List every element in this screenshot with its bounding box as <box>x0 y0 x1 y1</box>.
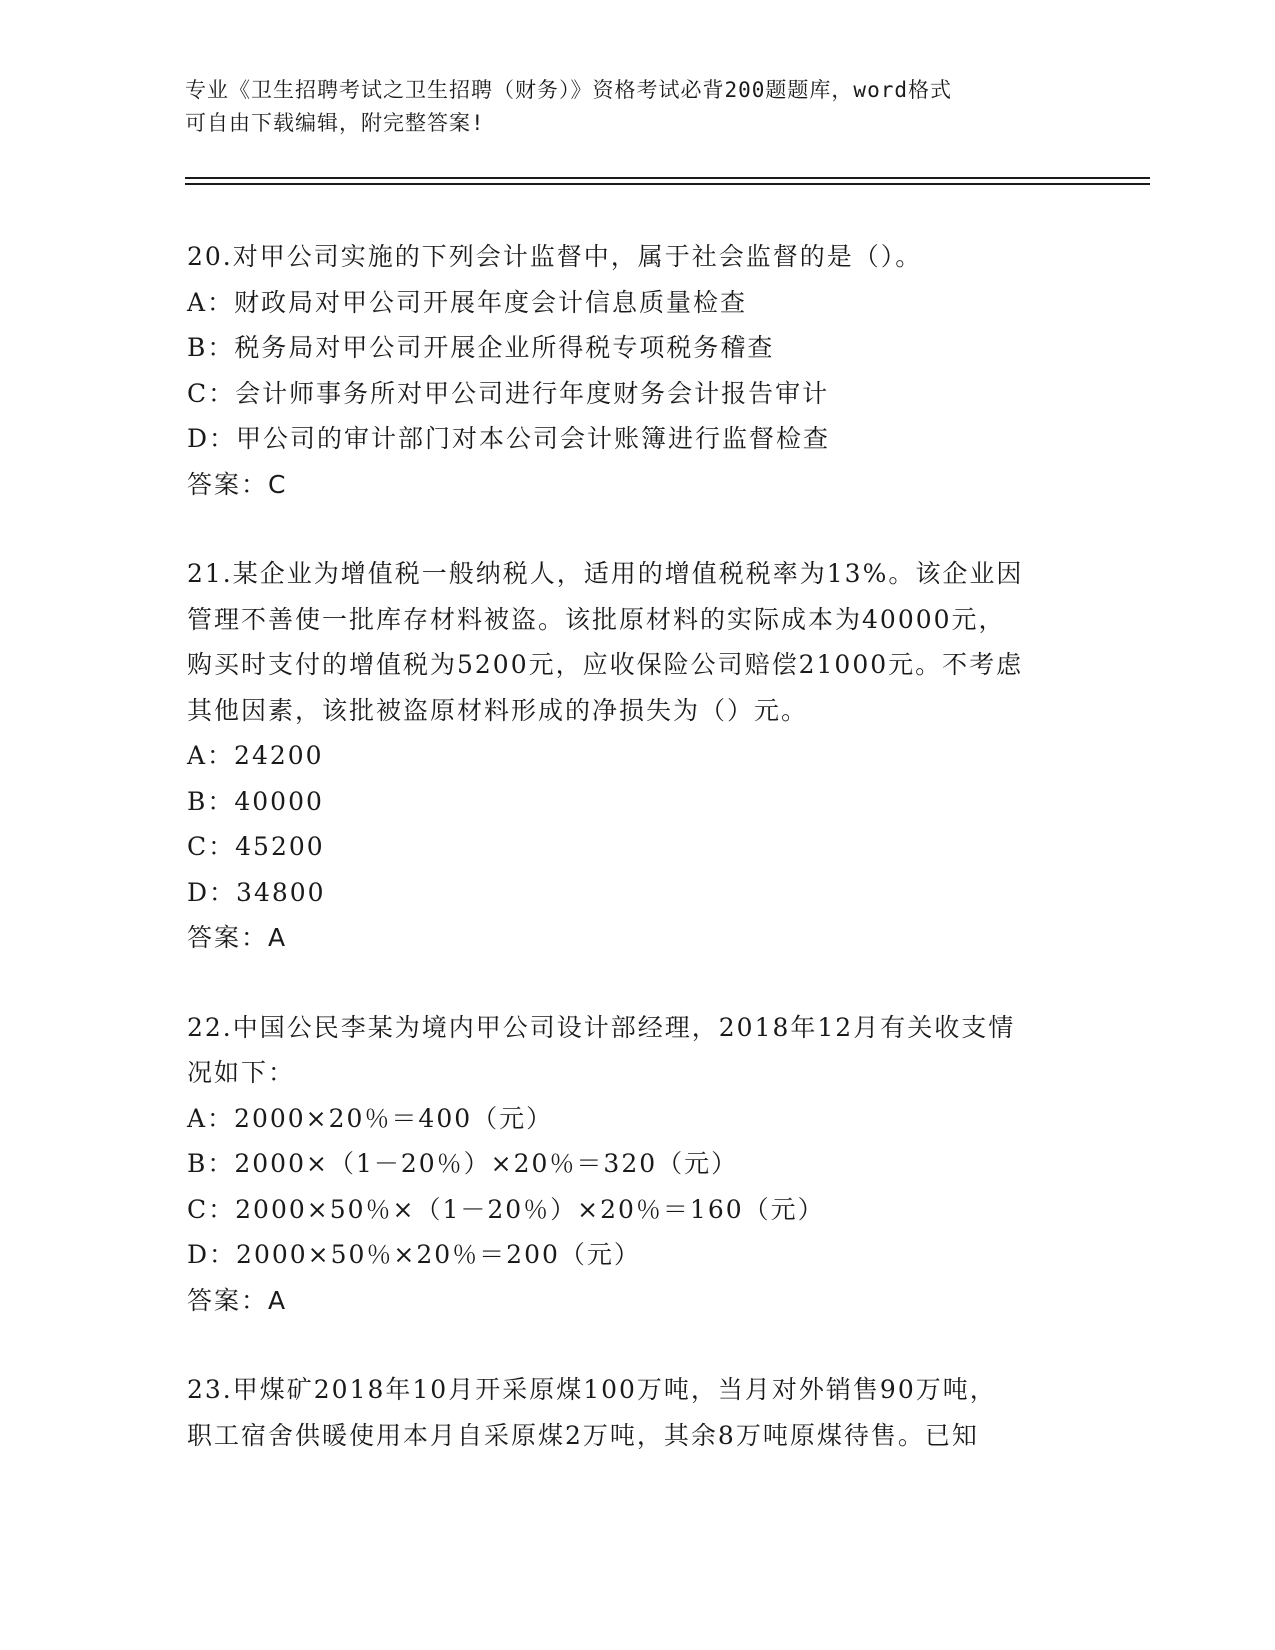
question-stem: 职工宿舍供暖使用本月自采原煤2万吨，其余8万吨原煤待售。已知 <box>187 1420 979 1450</box>
question-stem: 21.某企业为增值税一般纳税人，适用的增值税税率为13%。该企业因 <box>187 559 1024 588</box>
header-line-1: 专业《卫生招聘考试之卫生招聘（财务）》资格考试必背200题题库，word格式 <box>185 78 952 102</box>
answer: 答案：A <box>187 923 288 952</box>
question-stem: 22.中国公民李某为境内甲公司设计部经理，2018年12月有关收支情 <box>187 1012 1016 1042</box>
answer: 答案：C <box>187 469 288 499</box>
question-21 <box>187 551 1087 961</box>
question-23 <box>187 1367 1087 1458</box>
option-a: A：2000×20％＝400（元） <box>187 1103 554 1133</box>
option-c: C：45200 <box>187 832 325 861</box>
question-stem: 购买时支付的增值税为5200元，应收保险公司赔偿21000元。不考虑 <box>187 650 1024 679</box>
question-stem: 况如下： <box>187 1058 296 1087</box>
option-d: D：2000×50％×20％＝200（元） <box>187 1240 641 1269</box>
question-stem: 23.甲煤矿2018年10月开采原煤100万吨，当月对外销售90万吨， <box>187 1375 997 1404</box>
question-stem: 20.对甲公司实施的下列会计监督中，属于社会监督的是（）。 <box>187 242 923 271</box>
option-d: D：甲公司的审计部门对本公司会计账簿进行监督检查 <box>187 424 831 453</box>
document-header <box>185 74 1065 140</box>
option-c: C：会计师事务所对甲公司进行年度财务会计报告审计 <box>187 378 830 408</box>
answer: 答案：A <box>187 1285 288 1315</box>
option-a: A：财政局对甲公司开展年度会计信息质量检查 <box>187 287 748 317</box>
header-divider-top <box>185 177 1150 179</box>
question-22 <box>187 1005 1087 1324</box>
header-divider-bottom <box>185 183 1150 185</box>
question-stem: 其他因素，该批被盗原材料形成的净损失为（）元。 <box>187 695 809 725</box>
header-line-2: 可自由下载编辑，附完整答案! <box>185 111 485 135</box>
option-c: C：2000×50％×（1－20％）×20％＝160（元） <box>187 1194 825 1224</box>
question-20 <box>187 234 1087 507</box>
option-b: B：税务局对甲公司开展企业所得税专项税务稽查 <box>187 333 775 362</box>
option-b: B：40000 <box>187 786 324 816</box>
option-a: A：24200 <box>187 741 324 770</box>
option-d: D：34800 <box>187 877 326 907</box>
question-list <box>187 234 1087 1502</box>
option-b: B：2000×（1－20％）×20％＝320（元） <box>187 1149 739 1178</box>
question-stem: 管理不善使一批库存材料被盗。该批原材料的实际成本为40000元， <box>187 604 1006 634</box>
